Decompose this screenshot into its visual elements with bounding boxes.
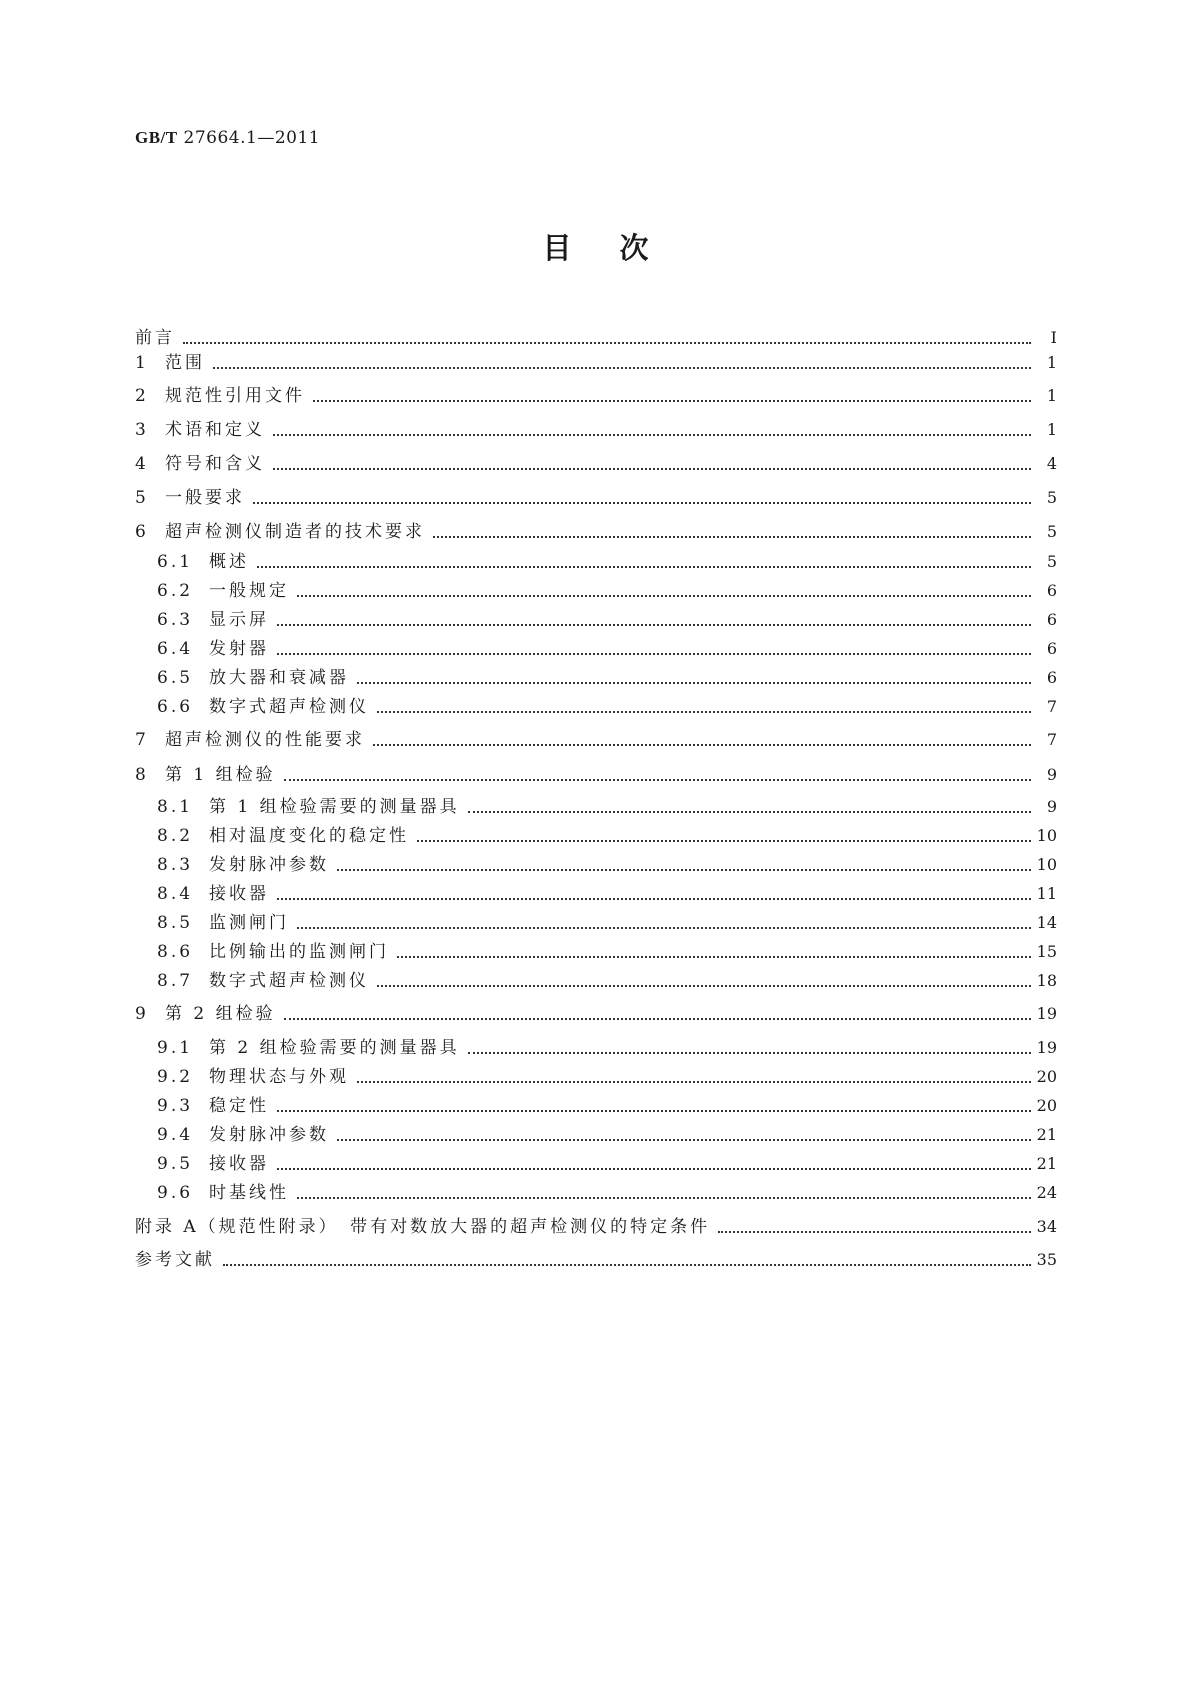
toc-entry-label [135,728,365,752]
toc-dot-leader [297,583,1031,597]
toc-entry-label [157,1036,460,1060]
toc-page-number: 4 [1046,454,1057,473]
toc-entry-label [157,637,269,661]
toc-entry[interactable] [135,1002,1057,1026]
toc-section-title: 概述 [209,552,249,572]
toc-section-title: 数字式超声检测仪 [209,697,369,717]
standard-prefix: GB/T [135,128,178,147]
toc-page-number: 21 [1036,1125,1057,1144]
toc-entry-label [157,969,369,993]
toc-section-title: 发射脉冲参数 [209,855,329,875]
toc-section-title: 时基线性 [209,1183,289,1203]
toc-section-title: 第 1 组检验 [165,765,276,785]
toc-section-title: 第 2 组检验 [165,1004,276,1024]
toc-section-title: 规范性引用文件 [165,386,305,406]
toc-section-title: 发射器 [209,639,269,659]
toc-entry[interactable] [135,326,1057,350]
toc-entry-label [157,940,389,964]
toc-entry[interactable] [157,824,1057,848]
toc-dot-leader [253,490,1031,504]
toc-entry-label [135,384,305,408]
toc-entry[interactable] [157,969,1057,993]
toc-page-number: 6 [1046,610,1057,629]
toc-page-number: 9 [1046,797,1057,816]
toc-section-title: 接收器 [209,1154,269,1174]
toc-entry[interactable] [157,695,1057,719]
toc-entry[interactable] [135,384,1057,408]
toc-entry[interactable] [157,853,1057,877]
toc-page-number: 11 [1036,884,1057,903]
toc-entry-label [157,666,349,690]
toc-entry[interactable] [157,1094,1057,1118]
toc-dot-leader [357,670,1031,684]
toc-entry[interactable] [157,1065,1057,1089]
toc-dot-leader [284,1006,1031,1020]
toc-section-number: 9.3 [157,1096,194,1116]
toc-section-number: 9.2 [157,1067,194,1087]
toc-section-number: 8.6 [157,942,194,962]
toc-dot-leader [183,330,1031,344]
toc-entry[interactable] [135,763,1057,787]
toc-section-number: 8.1 [157,797,194,817]
toc-page-number: 6 [1046,639,1057,658]
toc-entry-label [157,824,409,848]
toc-section-title: 发射脉冲参数 [209,1125,329,1145]
toc-section-title: 术语和定义 [165,420,265,440]
toc-entry-label [157,1152,269,1176]
toc-page-number: 1 [1046,386,1057,405]
toc-page-number: 7 [1046,730,1057,749]
toc-entry[interactable] [135,351,1057,375]
toc-section-title: 符号和含义 [165,454,265,474]
toc-page-number: 5 [1046,488,1057,507]
toc-entry-label [135,326,175,350]
toc-section-number: 2 [135,386,149,406]
toc-entry[interactable] [135,1215,1057,1239]
toc-dot-leader [313,388,1031,402]
toc-entry-label [157,1094,269,1118]
toc-page-number: 10 [1036,826,1057,845]
toc-section-number: 8.4 [157,884,194,904]
toc-section-number: 7 [135,730,149,750]
toc-section-number: 6.1 [157,552,194,572]
toc-section-number: 6 [135,522,149,542]
toc-section-title: 参考文献 [135,1250,215,1270]
toc-section-number: 9.6 [157,1183,194,1203]
toc-section-number: 8 [135,765,149,785]
toc-dot-leader [223,1252,1031,1266]
toc-dot-leader [273,456,1031,470]
toc-section-number: 8.7 [157,971,194,991]
toc-section-number: 5 [135,488,149,508]
toc-entry-label [157,550,249,574]
toc-entry[interactable] [135,418,1057,442]
toc-dot-leader [277,612,1031,626]
toc-page-number: 24 [1036,1183,1057,1202]
toc-dot-leader [468,1040,1031,1054]
toc-page-number: 5 [1046,552,1057,571]
toc-section-title: 附录 A（规范性附录） 带有对数放大器的超声检测仪的特定条件 [135,1217,711,1237]
toc-page-number: 20 [1036,1096,1057,1115]
toc-entry[interactable] [135,452,1057,476]
toc-page-number: 5 [1046,522,1057,541]
toc-page-number: 6 [1046,581,1057,600]
toc-entry[interactable] [157,1181,1057,1205]
toc-section-title: 数字式超声检测仪 [209,971,369,991]
toc-section-title: 超声检测仪的性能要求 [165,730,365,750]
toc-entry[interactable] [157,1123,1057,1147]
toc-section-number: 6.6 [157,697,194,717]
toc-section-number: 8.5 [157,913,194,933]
toc-page-number: 35 [1036,1250,1057,1269]
toc-dot-leader [357,1069,1031,1083]
toc-dot-leader [433,524,1031,538]
toc-entry-label [157,608,269,632]
toc-section-number: 9.1 [157,1038,194,1058]
toc-dot-leader [297,1185,1031,1199]
toc-dot-leader [277,886,1031,900]
toc-entry-label [157,1181,289,1205]
toc-entry-label [135,763,276,787]
toc-page-number: 21 [1036,1154,1057,1173]
toc-page-number: 1 [1046,420,1057,439]
standard-number: 27664.1—2011 [183,128,321,148]
toc-entry[interactable] [157,550,1057,574]
toc-entry-label [135,520,425,544]
toc-entry-label [135,418,265,442]
toc-entry-label [157,1123,329,1147]
toc-section-title: 一般要求 [165,488,245,508]
toc-entry-label [135,1248,215,1272]
toc-section-title: 一般规定 [209,581,289,601]
toc-dot-leader [397,944,1031,958]
toc-dot-leader [213,355,1031,369]
toc-entry-label [157,1065,349,1089]
toc-section-number: 3 [135,420,149,440]
toc-entry[interactable] [157,940,1057,964]
toc-section-title: 稳定性 [209,1096,269,1116]
toc-section-number: 9 [135,1004,149,1024]
toc-entry-label [135,1215,710,1239]
toc-section-title: 超声检测仪制造者的技术要求 [165,522,425,542]
toc-section-title: 物理状态与外观 [209,1067,349,1087]
toc-page-number: 9 [1046,765,1057,784]
toc-page-number: 7 [1046,697,1057,716]
toc-entry-label [157,882,269,906]
toc-section-number: 9.5 [157,1154,194,1174]
toc-page-number: 1 [1046,353,1057,372]
toc-entry[interactable] [157,1152,1057,1176]
toc-dot-leader [468,799,1031,813]
toc-dot-leader [277,641,1031,655]
toc-section-number: 1 [135,353,149,373]
toc-section-title: 相对温度变化的稳定性 [209,826,409,846]
toc-section-number: 6.2 [157,581,194,601]
toc-entry-label [157,853,329,877]
toc-page-number: 15 [1036,942,1057,961]
toc-entry-label [157,795,460,819]
toc-section-title: 监测闸门 [209,913,289,933]
toc-dot-leader [297,915,1031,929]
toc-entry-label [135,351,205,375]
toc-entry[interactable] [135,728,1057,752]
toc-page-number: 20 [1036,1067,1057,1086]
toc-entry-label [157,695,369,719]
toc-entry[interactable] [135,486,1057,510]
toc-dot-leader [277,1156,1031,1170]
document-code [135,128,320,148]
toc-dot-leader [257,554,1031,568]
toc-dot-leader [337,857,1031,871]
toc-section-title: 放大器和衰减器 [209,668,349,688]
toc-entry[interactable] [157,795,1057,819]
toc-page-number: 19 [1036,1038,1057,1057]
toc-section-number: 6.5 [157,668,194,688]
toc-entry[interactable] [157,882,1057,906]
toc-section-number: 9.4 [157,1125,194,1145]
toc-entry-label [135,1002,276,1026]
toc-page-number: 18 [1036,971,1057,990]
toc-dot-leader [373,732,1031,746]
toc-entry[interactable] [135,1248,1057,1272]
toc-dot-leader [377,973,1031,987]
toc-page-number: 19 [1036,1004,1057,1023]
toc-page-number: 10 [1036,855,1057,874]
toc-dot-leader [417,828,1031,842]
toc-section-number: 8.3 [157,855,194,875]
toc-entry[interactable] [157,911,1057,935]
page-title: 目次 [542,231,697,265]
toc-entry[interactable] [157,637,1057,661]
toc-entry[interactable] [157,579,1057,603]
toc-entry[interactable] [157,666,1057,690]
toc-section-number: 8.2 [157,826,194,846]
toc-dot-leader [273,422,1031,436]
toc-section-title: 第 1 组检验需要的测量器具 [209,797,460,817]
toc-dot-leader [277,1098,1031,1112]
toc-section-title: 范围 [165,353,205,373]
toc-dot-leader [718,1219,1031,1233]
toc-page-number: Ⅰ [1050,328,1057,347]
toc-entry-label [157,579,289,603]
toc-section-title: 接收器 [209,884,269,904]
toc-section-title: 比例输出的监测闸门 [209,942,389,962]
toc-entry[interactable] [157,1036,1057,1060]
toc-entry[interactable] [157,608,1057,632]
toc-entry-label [135,486,245,510]
toc-entry-label [157,911,289,935]
toc-page-number: 34 [1036,1217,1057,1236]
toc-section-title: 显示屏 [209,610,269,630]
toc-page-number: 6 [1046,668,1057,687]
toc-section-number: 6.4 [157,639,194,659]
toc-dot-leader [377,699,1031,713]
toc-entry-label [135,452,265,476]
toc-section-title: 第 2 组检验需要的测量器具 [209,1038,460,1058]
toc-section-number: 6.3 [157,610,194,630]
toc-entry[interactable] [135,520,1057,544]
toc-page-number: 14 [1036,913,1057,932]
toc-section-number: 4 [135,454,149,474]
toc-dot-leader [337,1127,1031,1141]
toc-dot-leader [284,767,1031,781]
toc-section-title: 前言 [135,328,175,348]
